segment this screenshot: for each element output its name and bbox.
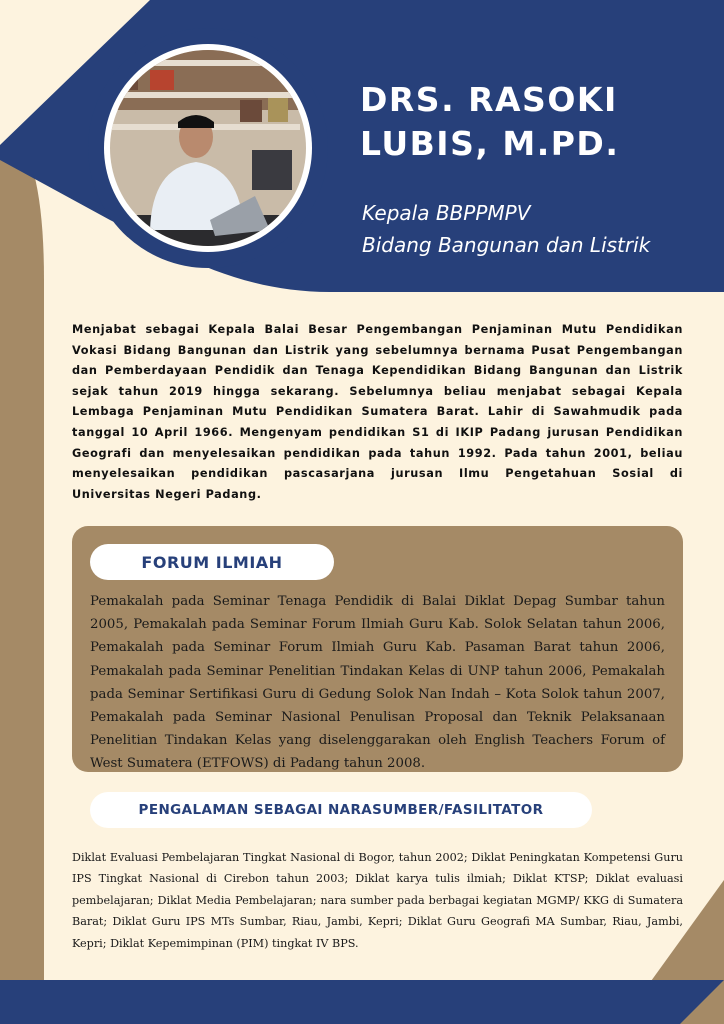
biography-paragraph: Menjabat sebagai Kepala Balai Besar Pengembangan Penjaminan Mutu Pendidikan Vokasi Bidang Bangunan dan Listrik yang sebelumnya bernama Pusat Pengembangan dan Pemberdayaan Pendidik dan Tenaga Kependidikan Bidang Bangunan dan Listrik sejak tahun 2019 hingga sekarang. Sebelumnya beliau menjabat sebagai Kepala Lembaga Penjaminan Mutu Pendidikan Sumatera Barat. Lahir di Sawahmudik pada tanggal 10 April 1966. Mengenyam pendidikan S1 di IKIP Padang jurusan Pendidikan Geografi dan menyelesaikan pendidikan pada tahun 1992. Pada tahun 2001, beliau menyelesaikan pendidikan pascasarjana jurusan Ilmu Pengetahuan Sosial di Universitas Negeri Padang.	[72, 323, 683, 501]
forum-paragraph: Pemakalah pada Seminar Tenaga Pendidik di Balai Diklat Depag Sumbar tahun 2005, Pemakalah pada Seminar Forum Ilmiah Guru Kab. Solok Selatan tahun 2006, Pemakalah pada Seminar Forum Ilmiah Guru Kab. Pasaman Barat tahun 2006, Pemakalah pada Seminar Penelitian Tindakan Kelas di UNP tahun 2006, Pemakalah pada Seminar Sertifikasi Guru di Gedung Solok Nan Indah – Kota Solok tahun 2007, Pemakalah pada Seminar Nasional Penulisan Proposal dan Teknik Pelaksanaan Penelitian Tindakan Kelas yang diselenggarakan oleh English Teachers Forum of West Sumatera (ETFOWS) di Padang tahun 2008.	[90, 594, 665, 772]
footer-navy-band	[0, 980, 724, 1024]
experience-paragraph: Diklat Evaluasi Pembelajaran Tingkat Nasional di Bogor, tahun 2002; Diklat Peningkatan Kompetensi Guru IPS Tingkat Nasional di Cirebon tahun 2003; Diklat karya tulis ilmiah; Diklat KTSP; Diklat evaluasi pembelajaran; Diklat Media Pembelajaran; nara sumber pada berbagai kegiatan MGMP/ KKG di Sumatera Barat; Diklat Guru IPS MTs Sumbar, Riau, Jambi, Kepri; Diklat Guru Geografi MA Sumbar, Riau, Jambi, Kepri; Diklat Kepemimpinan (PIM) tingkat IV BPS.	[72, 851, 683, 950]
left-tan-band	[0, 120, 44, 1024]
forum-heading: FORUM ILMIAH	[90, 544, 334, 580]
role-line-1: Kepala BBPPMPV	[362, 201, 531, 225]
person-name: DRS. RASOKI LUBIS, M.PD.	[360, 80, 620, 163]
role-title	[362, 197, 702, 261]
role-line-2: Bidang Bangunan dan Listrik	[362, 233, 651, 257]
experience-heading: PENGALAMAN SEBAGAI NARASUMBER/FASILITATOR	[90, 792, 592, 828]
